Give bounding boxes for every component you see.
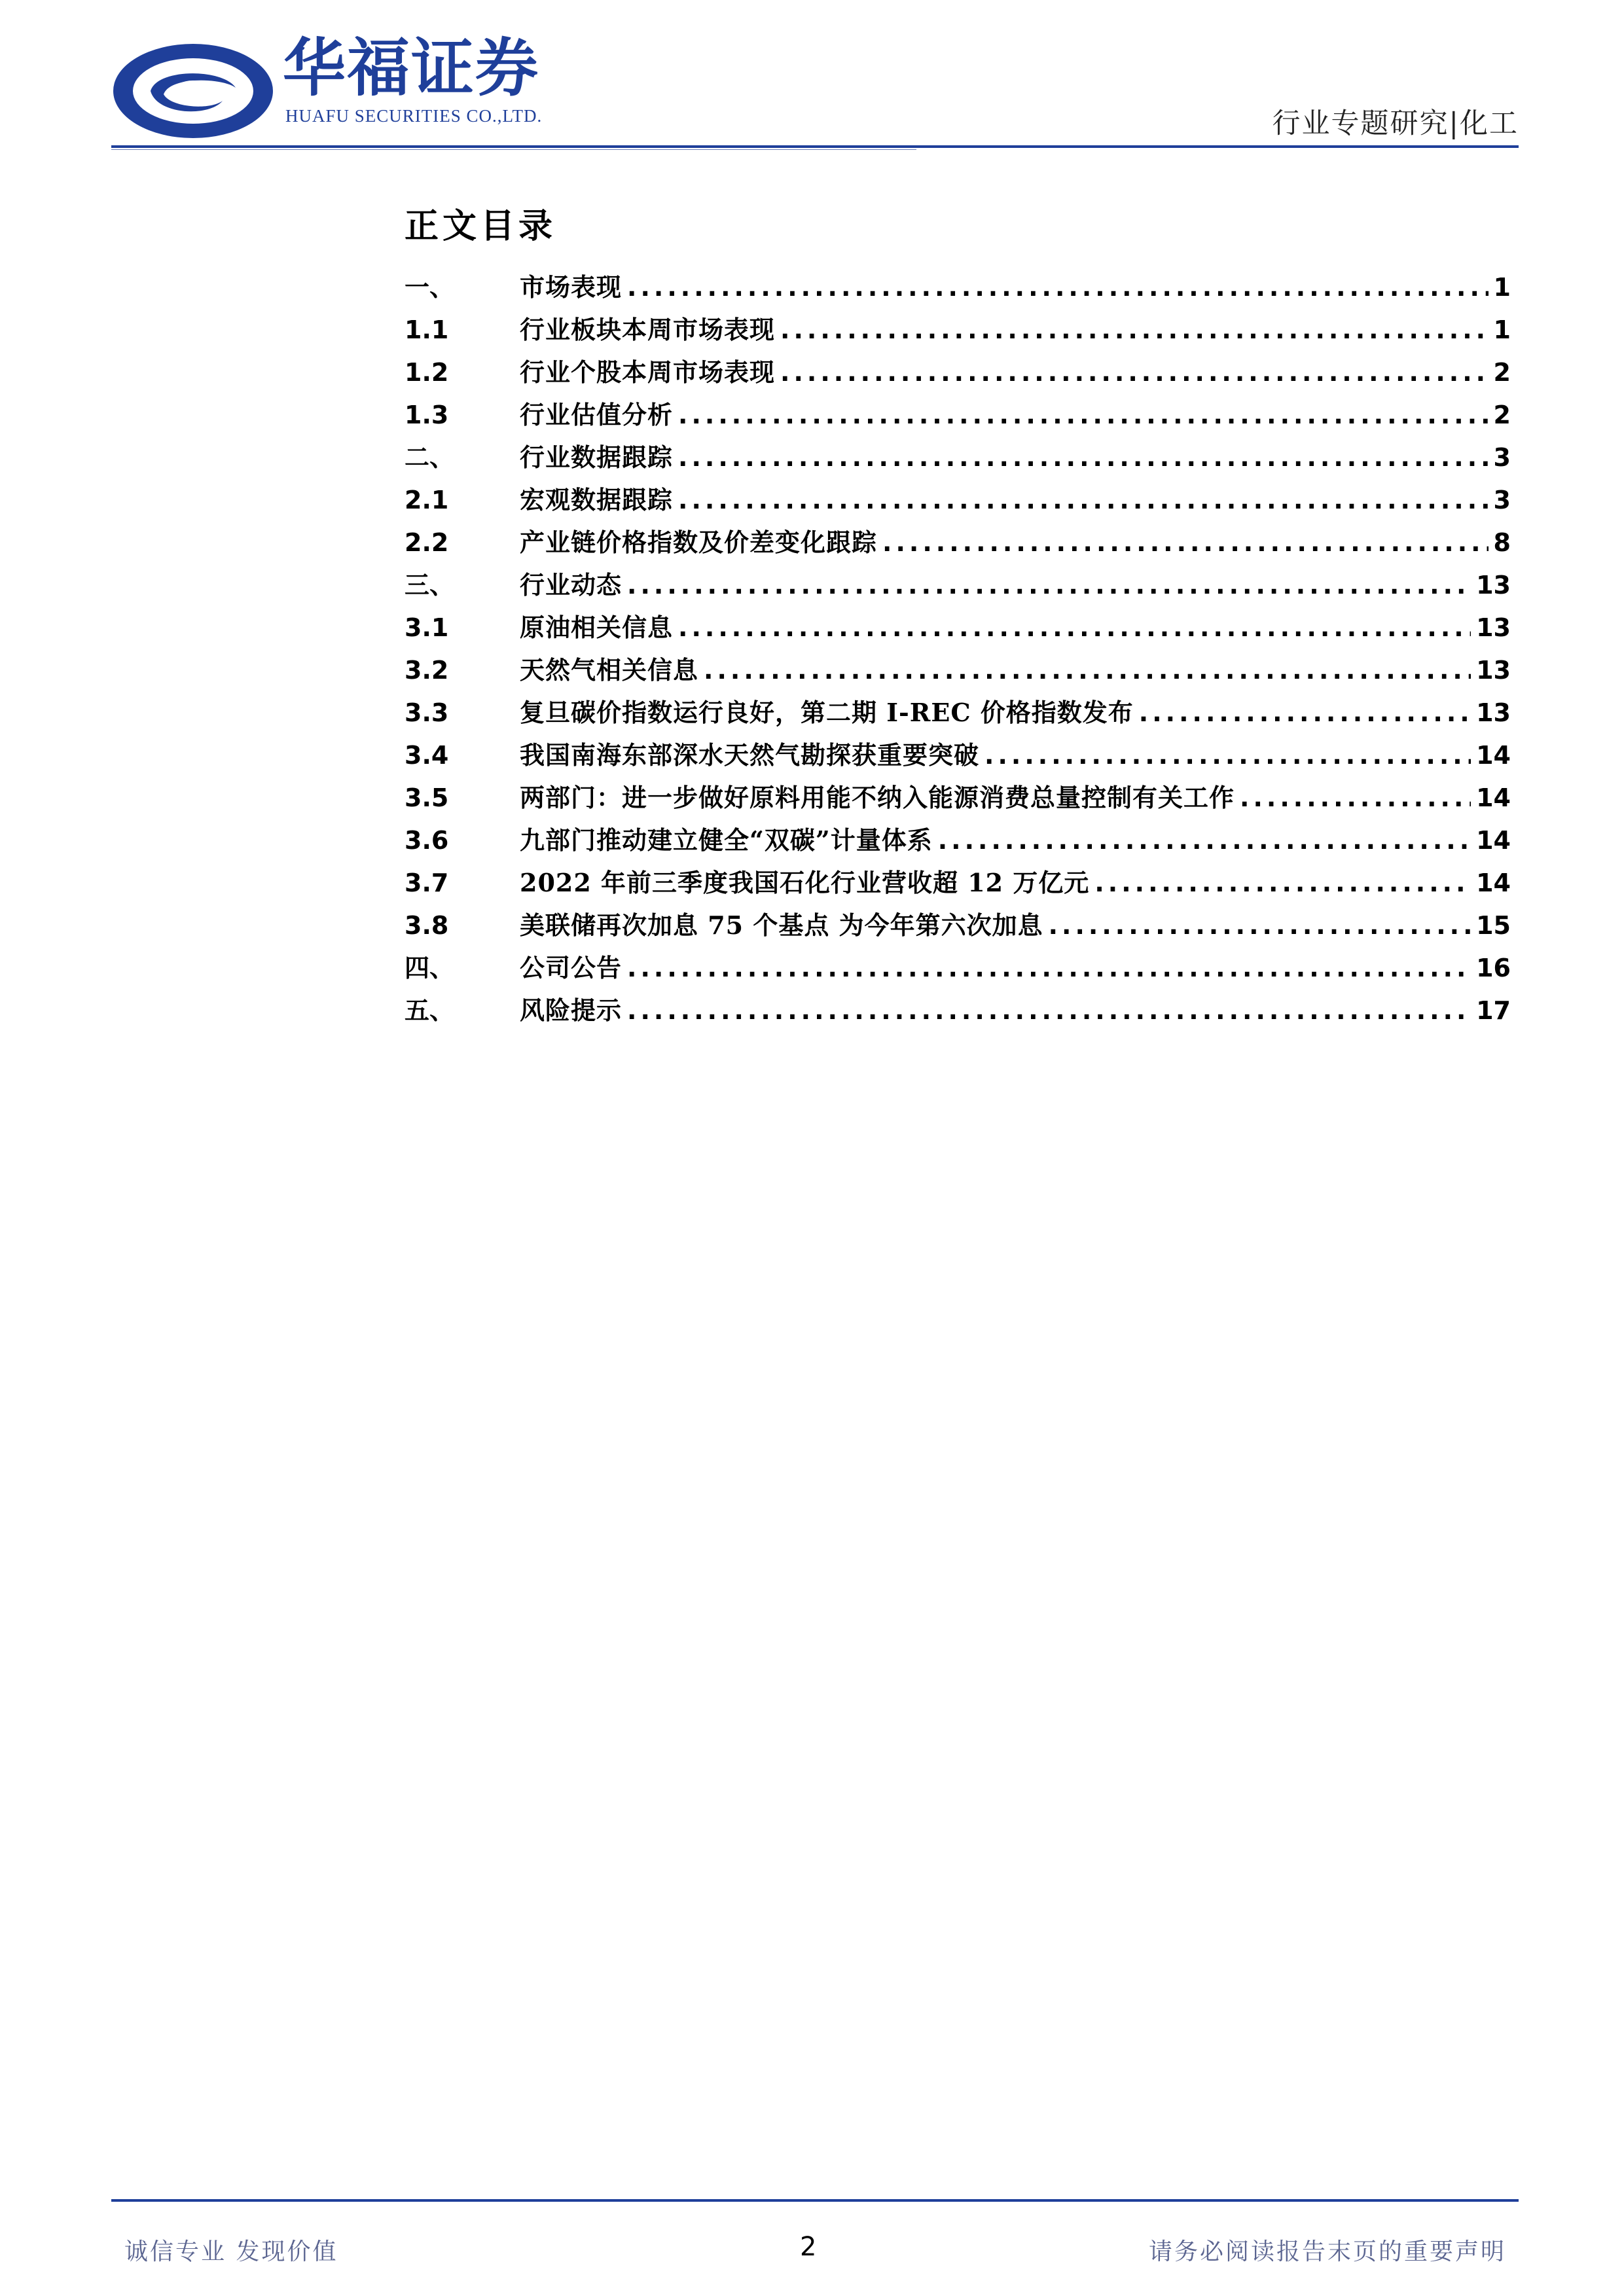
toc-entry-number: 3.7 xyxy=(405,869,449,897)
toc-entry-page[interactable]: 13 xyxy=(1476,571,1511,600)
toc-entry-title[interactable]: 复旦碳价指数运行良好，第二期 I-REC 价格指数发布 xyxy=(520,698,1134,727)
toc-entry-page[interactable]: 3 xyxy=(1493,443,1511,472)
toc-entry-page[interactable]: 14 xyxy=(1476,741,1511,770)
toc-entry-page[interactable]: 13 xyxy=(1476,613,1511,642)
toc-entry[interactable] xyxy=(405,700,1511,743)
toc-entry-number: 3.3 xyxy=(405,698,449,727)
toc-entry-leader xyxy=(627,998,1471,1023)
toc-entry-number: 3.5 xyxy=(405,783,449,812)
toc-entry-page[interactable]: 2 xyxy=(1493,358,1511,387)
toc-entry-leader xyxy=(1139,700,1471,725)
toc-entry-number: 3.8 xyxy=(405,911,449,940)
toc-entry[interactable] xyxy=(405,400,1511,445)
toc-entry-page[interactable]: 15 xyxy=(1476,911,1511,940)
toc-title: 正文目录 xyxy=(405,206,557,246)
toc-entry-title[interactable]: 行业数据跟踪 xyxy=(520,442,674,472)
toc-entry[interactable] xyxy=(405,825,1511,870)
toc-entry-leader xyxy=(984,743,1471,768)
toc-entry[interactable] xyxy=(405,570,1511,615)
toc-entry-number: 3.4 xyxy=(405,741,449,770)
toc-entry-number: 2.1 xyxy=(405,486,449,514)
header-divider-thin xyxy=(111,149,916,150)
toc-list xyxy=(405,272,1511,1041)
toc-entry-title[interactable]: 市场表现 xyxy=(520,272,623,302)
toc-entry-number: 2.2 xyxy=(405,528,449,557)
toc-entry-title[interactable]: 公司公告 xyxy=(520,953,623,982)
toc-entry-title[interactable]: 我国南海东部深水天然气勘探获重要突破 xyxy=(520,740,980,770)
toc-entry-title[interactable]: 原油相关信息 xyxy=(520,613,674,642)
toc-entry[interactable] xyxy=(405,272,1511,317)
toc-entry-number: 五、 xyxy=(405,996,455,1025)
toc-entry-leader xyxy=(678,488,1489,512)
toc-entry[interactable] xyxy=(405,870,1511,913)
toc-entry-leader xyxy=(780,317,1489,342)
toc-entry-title[interactable]: 行业板块本周市场表现 xyxy=(520,315,776,344)
table-of-contents xyxy=(405,206,1511,1041)
toc-entry-number: 四、 xyxy=(405,954,455,982)
toc-entry-leader xyxy=(1049,913,1471,938)
footer-slogan: 诚信专业 发现价值 xyxy=(124,2238,338,2265)
toc-entry-page[interactable]: 13 xyxy=(1476,656,1511,685)
toc-entry-leader xyxy=(882,530,1489,555)
toc-entry-leader xyxy=(678,445,1489,470)
toc-entry-page[interactable]: 3 xyxy=(1493,486,1511,514)
report-type: 行业专题研究|化工 xyxy=(1272,107,1519,140)
toc-entry-number: 3.6 xyxy=(405,826,449,855)
toc-entry[interactable] xyxy=(405,910,1511,956)
toc-entry-number: 3.1 xyxy=(405,613,449,642)
toc-entry-leader xyxy=(627,275,1489,300)
toc-entry-title[interactable]: 产业链价格指数及价差变化跟踪 xyxy=(520,528,878,557)
toc-entry-page[interactable]: 1 xyxy=(1493,315,1511,344)
brand-name-cn: 华福证券 xyxy=(283,31,539,105)
toc-entry-number: 1.1 xyxy=(405,315,449,344)
toc-entry-leader xyxy=(678,403,1489,427)
toc-entry-title[interactable]: 行业估值分析 xyxy=(520,400,674,429)
toc-entry-title[interactable]: 两部门：进一步做好原料用能不纳入能源消费总量控制有关工作 xyxy=(520,783,1235,812)
footer-disclaimer: 请务必阅读报告末页的重要声明 xyxy=(1148,2238,1506,2265)
toc-entry[interactable] xyxy=(405,953,1511,998)
toc-entry[interactable] xyxy=(405,357,1511,403)
toc-entry-page[interactable]: 8 xyxy=(1493,528,1511,557)
toc-entry-title[interactable]: 宏观数据跟踪 xyxy=(520,485,674,514)
toc-entry-leader xyxy=(780,360,1489,385)
toc-entry-leader xyxy=(627,956,1471,980)
toc-entry-page[interactable]: 2 xyxy=(1493,401,1511,429)
toc-entry-number: 二、 xyxy=(405,443,455,472)
toc-entry-title[interactable]: 行业个股本周市场表现 xyxy=(520,357,776,387)
toc-entry-title[interactable]: 美联储再次加息 75 个基点 为今年第六次加息 xyxy=(520,910,1043,940)
toc-entry-page[interactable]: 13 xyxy=(1476,698,1511,727)
toc-entry-page[interactable]: 14 xyxy=(1476,869,1511,897)
toc-entry-title[interactable]: 风险提示 xyxy=(520,996,623,1025)
toc-entry-number: 3.2 xyxy=(405,656,449,685)
toc-entry-page[interactable]: 17 xyxy=(1476,996,1511,1025)
page-number: 2 xyxy=(800,2232,817,2262)
toc-entry-leader xyxy=(627,573,1471,598)
toc-entry-leader xyxy=(678,615,1471,640)
toc-entry-number: 一、 xyxy=(405,273,455,302)
toc-entry[interactable] xyxy=(405,615,1511,658)
toc-entry-leader xyxy=(1094,870,1471,895)
toc-entry-title[interactable]: 九部门推动建立健全“双碳”计量体系 xyxy=(520,825,933,855)
toc-entry-page[interactable]: 16 xyxy=(1476,954,1511,982)
toc-entry[interactable] xyxy=(405,740,1511,785)
toc-entry-leader xyxy=(704,658,1471,683)
toc-entry-number: 三、 xyxy=(405,571,455,600)
toc-entry[interactable] xyxy=(405,785,1511,828)
toc-entry-title[interactable]: 行业动态 xyxy=(520,570,623,600)
brand-name-en: HUAFU SECURITIES CO.,LTD. xyxy=(285,106,543,126)
toc-entry[interactable] xyxy=(405,655,1511,700)
toc-entry[interactable] xyxy=(405,317,1511,360)
toc-entry-page[interactable]: 14 xyxy=(1476,826,1511,855)
page-header xyxy=(111,26,1519,157)
footer-divider xyxy=(111,2199,1519,2202)
toc-entry-number: 1.2 xyxy=(405,358,449,387)
toc-entry[interactable] xyxy=(405,530,1511,573)
toc-entry-page[interactable]: 14 xyxy=(1476,783,1511,812)
toc-entry-title[interactable]: 天然气相关信息 xyxy=(520,655,699,685)
huafu-logo-icon xyxy=(111,42,275,140)
toc-entry-number: 1.3 xyxy=(405,401,449,429)
toc-entry-page[interactable]: 1 xyxy=(1493,273,1511,302)
toc-entry[interactable] xyxy=(405,485,1511,530)
toc-entry[interactable] xyxy=(405,442,1511,488)
toc-entry-title[interactable]: 2022 年前三季度我国石化行业营收超 12 万亿元 xyxy=(520,868,1090,897)
header-divider xyxy=(111,145,1519,148)
toc-entry-leader xyxy=(1240,785,1471,810)
toc-entry-leader xyxy=(938,828,1471,853)
toc-entry[interactable] xyxy=(405,998,1511,1041)
